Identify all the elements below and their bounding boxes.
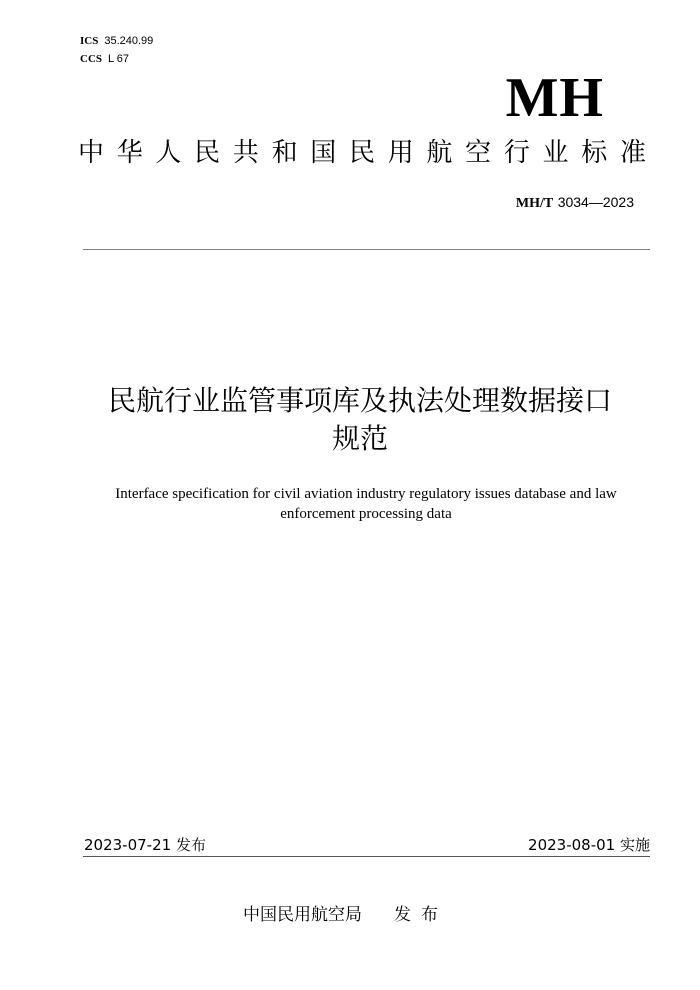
issuer-name: 中国民用航空局 <box>243 905 362 925</box>
standard-number <box>516 193 634 213</box>
title-chinese-line1: 民航行业监管事项库及执法处理数据接口 <box>107 384 612 417</box>
mh-logo: MH <box>505 67 604 129</box>
ics-code <box>80 34 153 48</box>
standard-number-value: 3034—2023 <box>557 194 634 210</box>
ics-value: 35.240.99 <box>104 35 154 47</box>
implementation-date: 2023-08-01 实施 <box>528 836 650 854</box>
ccs-code <box>80 52 129 66</box>
title-chinese-line2: 规范 <box>331 422 388 455</box>
issue-date: 2023-07-21 发布 <box>84 836 206 854</box>
issuer <box>243 903 448 927</box>
standard-organization: 中华人民共和国民用航空行业标准 <box>78 138 648 168</box>
ccs-label: CCS <box>80 53 103 65</box>
ccs-value: L 67 <box>108 53 130 65</box>
title-chinese <box>70 382 650 458</box>
bottom-divider <box>83 856 650 857</box>
standard-number-prefix: MH/T <box>515 196 554 211</box>
title-english-line2: enforcement processing data <box>280 506 452 522</box>
issuer-action: 发布 <box>394 905 448 925</box>
title-english-line1: Interface specification for civil aviation industry regulatory issues database and law <box>115 486 617 502</box>
top-divider <box>83 249 650 250</box>
title-english <box>70 484 662 524</box>
ics-label: ICS <box>80 35 99 47</box>
